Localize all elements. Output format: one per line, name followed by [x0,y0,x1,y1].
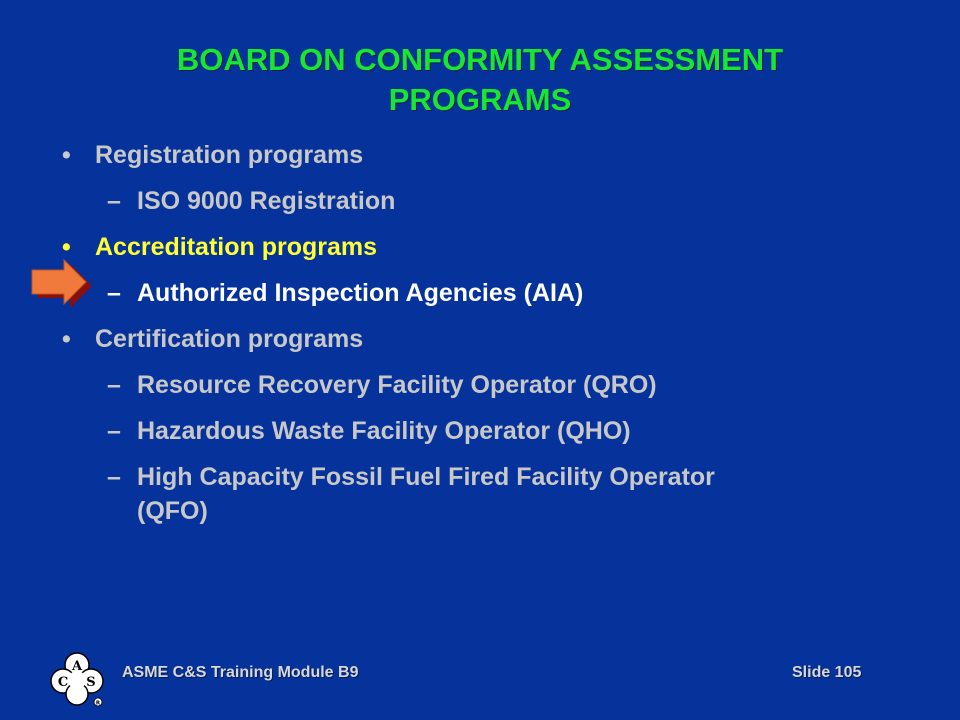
bullet-text: Registration programs [95,141,364,169]
asme-cs-logo-icon [48,650,106,708]
dash-marker: – [107,463,121,491]
footer-module-label: ASME C&S Training Module B9 [122,664,359,681]
bullet-marker: • [62,325,71,353]
logo-letter-c: C [57,675,69,690]
dash-marker: – [107,417,121,445]
logo-letter-a: A [71,659,83,674]
registered-mark: R [95,700,101,707]
bullet-marker: • [62,233,71,261]
slide-title [90,40,870,120]
bullet-marker: • [62,141,71,169]
sub-item-text: ISO 9000 Registration [137,187,396,215]
bullet-text: Accreditation programs [95,233,378,261]
arrow-right-icon [30,258,96,310]
dash-marker: – [107,371,121,399]
sub-item-text: (QFO) [137,497,208,525]
sub-item-text: Hazardous Waste Facility Operator (QHO) [137,417,631,445]
slide-number: Slide 105 [792,664,862,681]
title-line-1: BOARD ON CONFORMITY ASSESSMENT [176,42,784,77]
bullet-text: Certification programs [95,325,364,353]
logo-letter-s: S [86,675,96,690]
title-line-2: PROGRAMS [388,82,572,117]
sub-item-text: Authorized Inspection Agencies (AIA) [137,279,584,307]
dash-marker: – [107,187,121,215]
sub-item-text: Resource Recovery Facility Operator (QRO) [137,371,657,399]
dash-marker: – [107,279,121,307]
sub-item-text: High Capacity Fossil Fuel Fired Facility Operator [137,463,715,491]
